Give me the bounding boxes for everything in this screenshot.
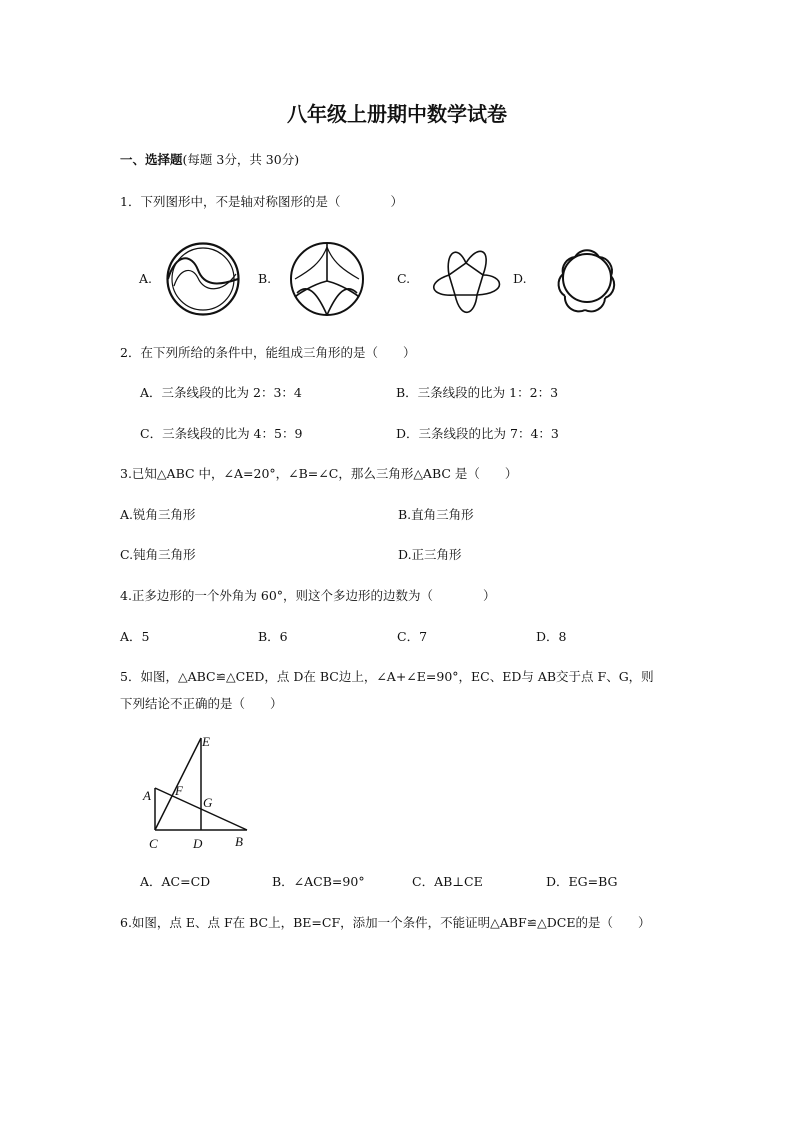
label-F: F	[175, 783, 183, 798]
label-C: C	[149, 836, 158, 851]
q5-triangle-figure	[135, 730, 265, 856]
label-B: B	[235, 834, 243, 849]
q2-option-d: D．三条线段的比为 7：4：3	[396, 426, 559, 441]
q1-option-b-label: B.	[258, 271, 272, 286]
q2-option-a: A．三条线段的比为 2：3：4	[140, 385, 302, 400]
q3-option-a: A.锐角三角形	[120, 507, 196, 522]
q5-option-c: C．AB⊥CE	[412, 874, 483, 889]
q3-option-b: B.直角三角形	[398, 507, 474, 522]
q4-option-b: B．6	[258, 629, 288, 644]
q1-option-d-label: D.	[513, 271, 527, 286]
section-detail: (每题 3分，共 30分)	[182, 152, 300, 167]
q3-option-c: C.钝角三角形	[120, 547, 196, 562]
q1-figure-d	[549, 240, 625, 316]
q1-option-a-label: A.	[139, 271, 153, 286]
question-2-stem: 2．在下列所给的条件中，能组成三角形的是（ ）	[120, 345, 416, 360]
question-6-stem: 6.如图，点 E、点 F在 BC上，BE=CF，添加一个条件，不能证明△ABF≌△DCE的是（ ）	[120, 915, 651, 930]
section-name: 选择题	[145, 152, 183, 167]
q5-option-b: B．∠ACB=90°	[272, 874, 365, 889]
q1-figure-b	[289, 241, 365, 317]
question-4-stem: 4.正多边形的一个外角为 60°，则这个多边形的边数为（ ）	[120, 588, 496, 603]
label-E: E	[202, 734, 210, 749]
q4-option-a: A．5	[120, 629, 150, 644]
label-G: G	[203, 795, 213, 810]
q1-figure-c	[425, 241, 507, 321]
q3-option-d: D.正三角形	[398, 547, 462, 562]
section-prefix: 一、	[120, 152, 146, 167]
q1-option-c-label: C.	[397, 271, 411, 286]
label-A: A	[143, 788, 151, 803]
question-3-stem: 3.已知△ABC 中，∠A=20°，∠B=∠C，那么三角形△ABC 是（ ）	[120, 466, 518, 481]
section-heading	[120, 152, 299, 168]
q2-option-c: C．三条线段的比为 4：5：9	[140, 426, 303, 441]
exam-title: 八年级上册期中数学试卷	[287, 102, 507, 126]
question-5-stem-line-1: 5．如图，△ABC≌△CED，点 D在 BC边上，∠A+∠E=90°，EC、ED与 AB交于点 F、G，则	[120, 669, 654, 684]
label-D: D	[193, 836, 203, 851]
q5-option-a: A．AC=CD	[140, 874, 211, 889]
q2-option-b: B．三条线段的比为 1：2：3	[396, 385, 559, 400]
question-1-stem: 1．下列图形中，不是轴对称图形的是（ ）	[120, 194, 403, 209]
q1-figure-a	[166, 242, 240, 316]
question-5-stem-line-2: 下列结论不正确的是（ ）	[120, 696, 283, 711]
q4-option-d: D．8	[536, 629, 567, 644]
q4-option-c: C．7	[397, 629, 428, 644]
q5-option-d: D．EG=BG	[546, 874, 618, 889]
